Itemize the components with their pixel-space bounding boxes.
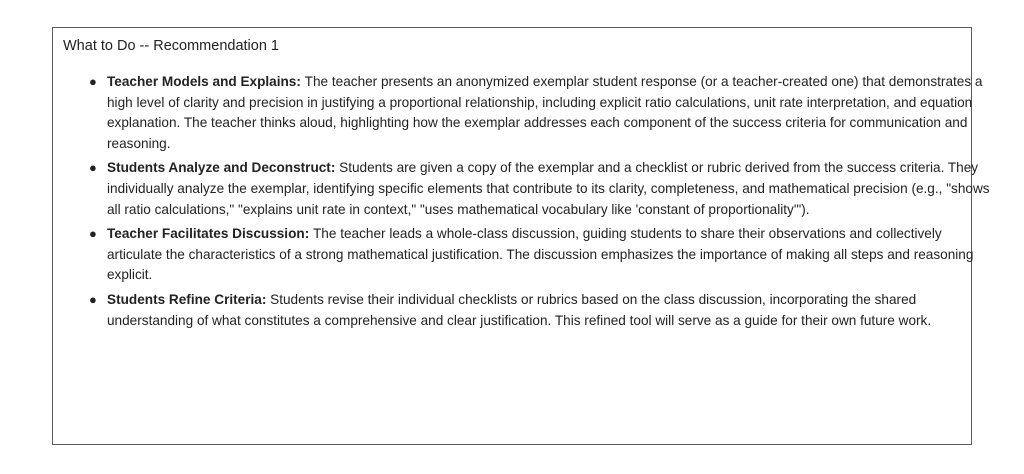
bullet-icon: ● <box>89 291 97 307</box>
item-heading: Students Analyze and Deconstruct: <box>107 160 340 176</box>
list-item <box>89 72 992 154</box>
bullet-icon: ● <box>89 226 97 242</box>
list-item <box>89 224 992 286</box>
bullet-icon: ● <box>89 160 97 176</box>
item-heading: Students Refine Criteria: <box>107 291 271 307</box>
list-item <box>89 158 992 220</box>
list-item <box>89 290 992 331</box>
item-heading: Teacher Models and Explains: <box>107 74 305 89</box>
recommendation-panel <box>52 27 990 445</box>
item-body: Students revise their individual checklists or rubrics based on the class discussion, incorporating the shared understanding of what constitutes a comprehensive and clear justification. This refined tool will serve as a guide for their own future work. <box>107 291 932 328</box>
item-body: The teacher presents an anonymized exemplar student response (or a teacher-created one) that demonstrates a high level of clarity and precision in justifying a proportional relationship, including explicit ratio calculations, unit rate interpretation, and equation explanation. The teacher thinks aloud, highlighting how the exemplar addresses each component of the success criteria for communication and reasoning. <box>107 74 983 151</box>
item-body: Students are given a copy of the exemplar and a checklist or rubric derived from the success criteria. They individually analyze the exemplar, identifying specific elements that contribute to its clarity, completeness, and mathematical precision (e.g., "shows all ratio calculations," "explains unit rate in context," "uses mathematical vocabulary like 'constant of proportionality'"). <box>107 160 990 217</box>
steps-list <box>53 72 992 335</box>
item-body: The teacher leads a whole-class discussion, guiding students to share their observations and collectively articulate the characteristics of a strong mathematical justification. The discussion emphasizes the importance of making all steps and reasoning explicit. <box>107 226 974 283</box>
item-heading: Teacher Facilitates Discussion: <box>107 226 313 242</box>
panel-title: What to Do -- Recommendation 1 <box>63 38 279 54</box>
bullet-icon: ● <box>89 74 97 89</box>
